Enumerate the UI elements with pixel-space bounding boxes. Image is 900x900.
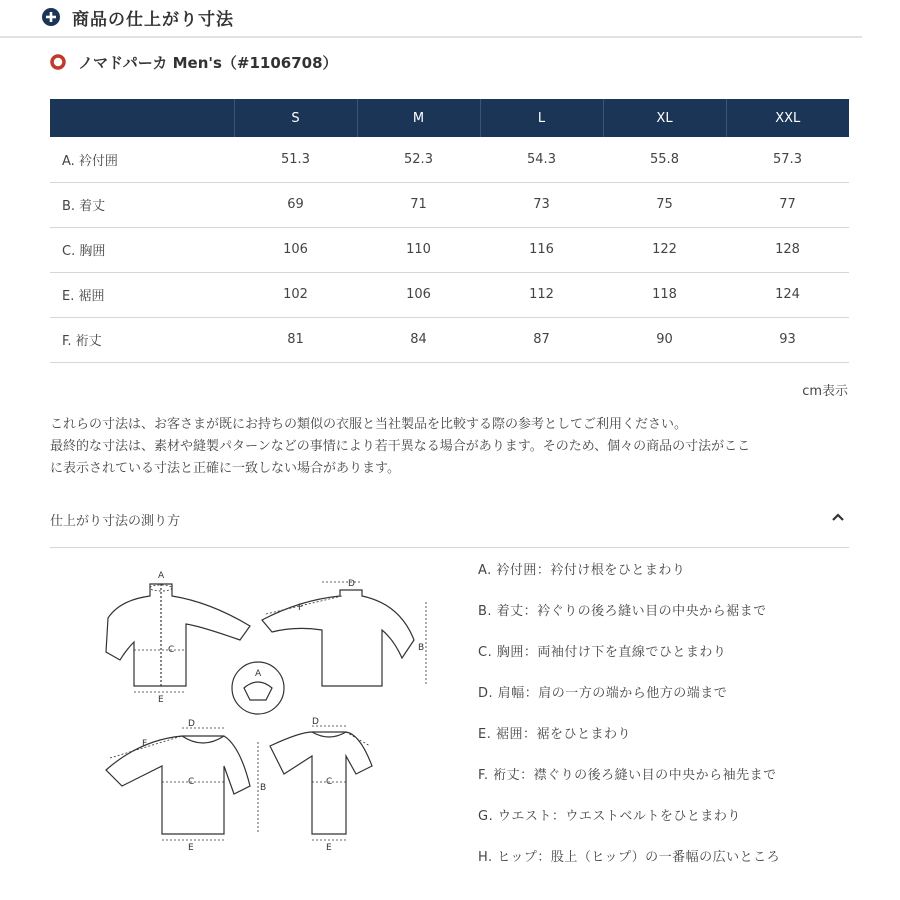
disclaimer-text bbox=[50, 414, 850, 480]
row-label: C. 胸囲 bbox=[50, 227, 234, 272]
column-header-l: L bbox=[480, 99, 603, 137]
disclaimer-line: に表示されている寸法と正確に一致しない場合があります。 bbox=[50, 461, 400, 476]
plus-circle-icon bbox=[42, 8, 60, 26]
row-label: F. 裄丈 bbox=[50, 317, 234, 362]
table-row bbox=[50, 227, 849, 272]
unit-note: cm表示 bbox=[802, 384, 848, 399]
table-cell: 57.3 bbox=[726, 137, 849, 182]
diagram-label-d: D bbox=[348, 579, 355, 589]
diagram-label-c-tee: C bbox=[188, 777, 195, 787]
table-row bbox=[50, 137, 849, 182]
page-header bbox=[0, 0, 862, 38]
table-cell: 77 bbox=[726, 182, 849, 227]
diagram-label-e-back-tee: E bbox=[326, 843, 332, 853]
table-cell: 118 bbox=[603, 272, 726, 317]
table-cell: 73 bbox=[480, 182, 603, 227]
chevron-up-icon[interactable] bbox=[831, 510, 845, 524]
table-cell: 122 bbox=[603, 227, 726, 272]
table-header-row bbox=[50, 99, 849, 137]
table-cell: 93 bbox=[726, 317, 849, 362]
garment-diagram-svg bbox=[100, 560, 440, 870]
legend-item: A. 衿付囲：衿付け根をひとまわり bbox=[478, 563, 686, 578]
measure-accordion-toggle[interactable] bbox=[50, 500, 849, 548]
diagram-label-d-back-tee: D bbox=[312, 717, 319, 727]
table-cell: 112 bbox=[480, 272, 603, 317]
bullet-ring-icon bbox=[50, 54, 66, 70]
accordion-title: 仕上がり寸法の測り方 bbox=[50, 514, 181, 529]
legend-item: C. 胸囲：両袖付け下を直線でひとまわり bbox=[478, 645, 727, 660]
table-cell: 84 bbox=[357, 317, 480, 362]
table-cell: 90 bbox=[603, 317, 726, 362]
table-cell: 71 bbox=[357, 182, 480, 227]
diagram-label-b-tee: B bbox=[260, 783, 267, 793]
table-cell: 124 bbox=[726, 272, 849, 317]
legend-item: H. ヒップ：股上（ヒップ）の一番幅の広いところ bbox=[478, 850, 781, 865]
diagram-label-c: C bbox=[168, 645, 175, 655]
table-cell: 51.3 bbox=[234, 137, 357, 182]
table-cell: 87 bbox=[480, 317, 603, 362]
diagram-label-f-tee: F bbox=[142, 739, 148, 749]
legend-item: E. 裾囲：裾をひとまわり bbox=[478, 727, 631, 742]
table-cell: 128 bbox=[726, 227, 849, 272]
table-cell: 54.3 bbox=[480, 137, 603, 182]
table-cell: 106 bbox=[234, 227, 357, 272]
disclaimer-line: これらの寸法は、お客さまが既にお持ちの類似の衣服と当社製品を比較する際の参考としてご利用ください。 bbox=[50, 417, 688, 432]
measurement-diagram bbox=[100, 560, 440, 870]
diagram-label-d-tee: D bbox=[188, 719, 195, 729]
table-cell: 110 bbox=[357, 227, 480, 272]
column-header-m: M bbox=[357, 99, 480, 137]
diagram-label-e: E bbox=[158, 695, 164, 705]
column-header-label bbox=[50, 99, 234, 137]
legend-item: G. ウエスト：ウエストベルトをひとまわり bbox=[478, 809, 741, 824]
row-label: E. 裾囲 bbox=[50, 272, 234, 317]
column-header-xxl: XXL bbox=[726, 99, 849, 137]
row-label: A. 衿付囲 bbox=[50, 137, 234, 182]
table-cell: 75 bbox=[603, 182, 726, 227]
table-row bbox=[50, 272, 849, 317]
row-label: B. 着丈 bbox=[50, 182, 234, 227]
table-row bbox=[50, 317, 849, 362]
table-row bbox=[50, 182, 849, 227]
diagram-label-a: A bbox=[158, 571, 165, 581]
diagram-label-c-back-tee: C bbox=[326, 777, 333, 787]
product-name: ノマドパーカ Men's（#1106708） bbox=[78, 54, 338, 72]
diagram-label-b: B bbox=[418, 643, 425, 653]
legend-item: D. 肩幅：肩の一方の端から他方の端まで bbox=[478, 686, 728, 701]
diagram-label-a-detail: A bbox=[255, 669, 262, 679]
table-cell: 55.8 bbox=[603, 137, 726, 182]
table-cell: 106 bbox=[357, 272, 480, 317]
diagram-label-f: F bbox=[298, 603, 304, 613]
column-header-s: S bbox=[234, 99, 357, 137]
disclaimer-line: 最終的な寸法は、素材や縫製パターンなどの事情により若干異なる場合があります。そのため、個々の商品の寸法がここ bbox=[50, 439, 751, 454]
column-header-xl: XL bbox=[603, 99, 726, 137]
measurement-legend bbox=[478, 559, 780, 887]
size-table bbox=[50, 99, 849, 363]
legend-item: B. 着丈：衿ぐりの後ろ縫い目の中央から裾まで bbox=[478, 604, 767, 619]
table-cell: 116 bbox=[480, 227, 603, 272]
legend-item: F. 裄丈：襟ぐりの後ろ縫い目の中央から袖先まで bbox=[478, 768, 777, 783]
table-cell: 69 bbox=[234, 182, 357, 227]
table-cell: 81 bbox=[234, 317, 357, 362]
page-title: 商品の仕上がり寸法 bbox=[72, 10, 234, 30]
diagram-label-e-tee: E bbox=[188, 843, 194, 853]
table-cell: 52.3 bbox=[357, 137, 480, 182]
table-cell: 102 bbox=[234, 272, 357, 317]
